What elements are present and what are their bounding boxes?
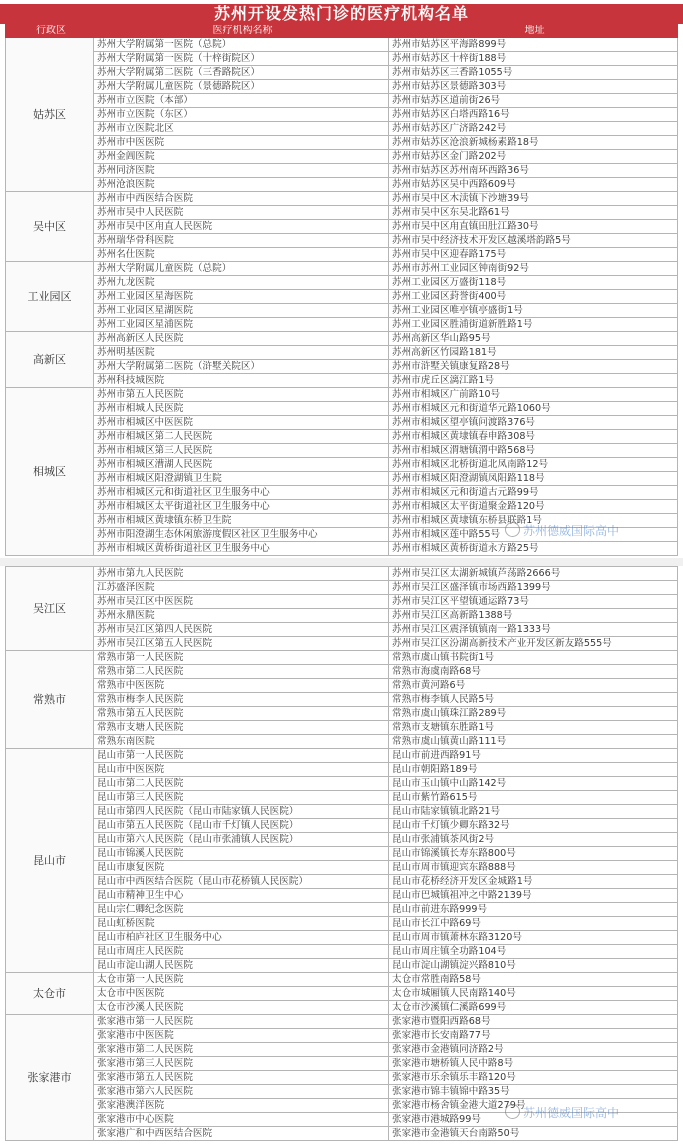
table-row (6, 178, 678, 192)
hospital-name-cell: 常熟市第五人民医院 (94, 707, 389, 721)
table-row (6, 581, 678, 595)
district-cell: 吴中区 (6, 192, 94, 262)
address-cell: 昆山市陆家镇镇北路21号 (389, 805, 678, 819)
table-row (6, 735, 678, 749)
hospital-name-cell: 苏州市吴中区甪直人民医院 (94, 220, 389, 234)
hospital-name-cell: 常熟市梅李人民医院 (94, 693, 389, 707)
table-row (6, 819, 678, 833)
address-cell: 苏州市姑苏区广济路242号 (389, 122, 678, 136)
hospital-name-cell: 张家港市中医医院 (94, 1029, 389, 1043)
address-cell: 苏州市姑苏区金门路202号 (389, 150, 678, 164)
address-cell: 苏州市姑苏区吴中西路609号 (389, 178, 678, 192)
address-cell: 昆山市锦溪镇长寿东路800号 (389, 847, 678, 861)
table-row (6, 318, 678, 332)
hospital-name-cell: 苏州市相城区太平街道社区卫生服务中心 (94, 500, 389, 514)
hospital-name-cell: 昆山市第二人民医院 (94, 777, 389, 791)
hospital-name-cell: 苏州市立医院（东区） (94, 108, 389, 122)
table-row (6, 595, 678, 609)
address-cell: 昆山市淀山湖镇淀兴路810号 (389, 959, 678, 973)
header-hospital-name: 医疗机构名称 (94, 25, 389, 38)
table-row (6, 1015, 678, 1029)
table-body-part-2 (6, 567, 678, 1141)
address-cell: 苏州市姑苏区三香路1055号 (389, 66, 678, 80)
address-cell: 苏州市相城区阳澄湖镇凤阳路118号 (389, 472, 678, 486)
table-row (6, 402, 678, 416)
hospital-name-cell: 苏州市相城区黄埭镇东桥卫生院 (94, 514, 389, 528)
address-cell: 昆山市周市镇萧林东路3120号 (389, 931, 678, 945)
table-row (6, 220, 678, 234)
table-row (6, 609, 678, 623)
header-address: 地址 (389, 25, 678, 38)
table-row (6, 749, 678, 763)
hospital-name-cell: 昆山市中西医结合医院（昆山市花桥镇人民医院） (94, 875, 389, 889)
hospital-name-cell: 苏州永鼎医院 (94, 609, 389, 623)
table-row (6, 917, 678, 931)
address-cell: 苏州市姑苏区十梓街188号 (389, 52, 678, 66)
hospital-name-cell: 苏州市中西医结合医院 (94, 192, 389, 206)
table-row (6, 931, 678, 945)
address-cell: 昆山市朝阳路189号 (389, 763, 678, 777)
table-row (6, 1085, 678, 1099)
table-row (6, 903, 678, 917)
hospital-name-cell: 苏州市吴中人民医院 (94, 206, 389, 220)
table-row (6, 80, 678, 94)
hospital-name-cell: 苏州市阳澄湖生态休闲旅游度假区社区卫生服务中心 (94, 528, 389, 542)
address-cell: 昆山市紫竹路615号 (389, 791, 678, 805)
address-cell: 苏州市姑苏区平海路899号 (389, 38, 678, 52)
list-sheet-part-1 (0, 4, 683, 556)
hospital-name-cell: 苏州市第九人民医院 (94, 567, 389, 581)
hospital-name-cell: 苏州工业园区星湖医院 (94, 304, 389, 318)
hospital-name-cell: 昆山市第四人民医院（昆山市陆家镇人民医院） (94, 805, 389, 819)
table-row (6, 374, 678, 388)
table-row (6, 791, 678, 805)
hospital-name-cell: 昆山市锦溪人民医院 (94, 847, 389, 861)
hospital-name-cell: 昆山市康复医院 (94, 861, 389, 875)
table-body-part-1 (6, 38, 678, 556)
hospital-name-cell: 苏州名仕医院 (94, 248, 389, 262)
table-row (6, 234, 678, 248)
address-cell: 常熟市虞山镇书院街1号 (389, 651, 678, 665)
address-cell: 常熟市梅李镇人民路5号 (389, 693, 678, 707)
hospital-name-cell: 苏州同济医院 (94, 164, 389, 178)
hospital-name-cell: 苏州金阊医院 (94, 150, 389, 164)
address-cell: 常熟市海虞南路68号 (389, 665, 678, 679)
address-cell: 张家港市金港镇同济路2号 (389, 1043, 678, 1057)
address-cell: 苏州市吴中经济技术开发区越溪塔韵路5号 (389, 234, 678, 248)
table-row (6, 262, 678, 276)
table-row (6, 192, 678, 206)
hospital-name-cell: 昆山市柏庐社区卫生服务中心 (94, 931, 389, 945)
address-cell: 张家港市杨舍镇金港大道279号 (389, 1099, 678, 1113)
address-cell: 苏州市浒墅关镇康复路28号 (389, 360, 678, 374)
address-cell: 苏州工业园区胜浦街道新胜路1号 (389, 318, 678, 332)
table-row (6, 945, 678, 959)
table-row (6, 1127, 678, 1141)
address-cell: 苏州市吴江区震泽镇镇南一路1333号 (389, 623, 678, 637)
district-cell: 吴江区 (6, 567, 94, 651)
address-cell: 太仓市常胜南路58号 (389, 973, 678, 987)
wechat-icon (505, 522, 520, 537)
hospital-name-cell: 苏州市相城区黄桥街道社区卫生服务中心 (94, 542, 389, 556)
table-row (6, 360, 678, 374)
table-row (6, 973, 678, 987)
page-title: 苏州开设发热门诊的医疗机构名单 (0, 4, 683, 24)
address-cell: 苏州市相城区黄埭镇春申路308号 (389, 430, 678, 444)
hospital-name-cell: 常熟市第二人民医院 (94, 665, 389, 679)
table-row (6, 458, 678, 472)
hospital-name-cell: 苏州市中医医院 (94, 136, 389, 150)
address-cell: 昆山市巴城镇祖冲之中路2139号 (389, 889, 678, 903)
address-cell: 苏州市相城区莲中路55号 (389, 528, 678, 542)
watermark-1 (505, 522, 619, 539)
hospital-name-cell: 苏州市吴江区第五人民医院 (94, 637, 389, 651)
hospital-name-cell: 昆山市精神卫生中心 (94, 889, 389, 903)
district-cell: 张家港市 (6, 1015, 94, 1141)
table-row (6, 52, 678, 66)
hospital-name-cell: 常熟市支塘人民医院 (94, 721, 389, 735)
address-cell: 昆山市周市镇迎宾东路888号 (389, 861, 678, 875)
hospital-name-cell: 苏州工业园区星浦医院 (94, 318, 389, 332)
watermark-text: 苏州德威国际高中 (523, 524, 620, 538)
address-cell: 太仓市城厢镇人民南路140号 (389, 987, 678, 1001)
hospital-name-cell: 苏州市相城区第二人民医院 (94, 430, 389, 444)
hospital-name-cell: 昆山虹桥医院 (94, 917, 389, 931)
hospital-name-cell: 苏州科技城医院 (94, 374, 389, 388)
hospital-name-cell: 昆山市中医医院 (94, 763, 389, 777)
hospital-name-cell: 张家港市第二人民医院 (94, 1043, 389, 1057)
hospital-name-cell: 太仓市中医医院 (94, 987, 389, 1001)
hospital-table-part-2 (5, 566, 678, 1141)
table-row (6, 500, 678, 514)
table-row (6, 472, 678, 486)
table-row (6, 651, 678, 665)
address-cell: 昆山市前进东路999号 (389, 903, 678, 917)
table-row (6, 777, 678, 791)
address-cell: 苏州市吴中区迎春路175号 (389, 248, 678, 262)
district-cell: 工业园区 (6, 262, 94, 332)
address-cell: 昆山市玉山镇中山路142号 (389, 777, 678, 791)
table-row (6, 542, 678, 556)
table-row (6, 38, 678, 52)
address-cell: 苏州市相城区元和街道华元路1060号 (389, 402, 678, 416)
hospital-name-cell: 苏州大学附属第一医院（总院） (94, 38, 389, 52)
hospital-name-cell: 苏州市吴江区第四人民医院 (94, 623, 389, 637)
table-row (6, 290, 678, 304)
address-cell: 苏州市相城区元和街道古元路99号 (389, 486, 678, 500)
hospital-name-cell: 江苏盛泽医院 (94, 581, 389, 595)
address-cell: 苏州高新区华山路95号 (389, 332, 678, 346)
address-cell: 苏州市吴江区汾湖高新技术产业开发区新友路555号 (389, 637, 678, 651)
address-cell: 昆山市张浦镇茶风街2号 (389, 833, 678, 847)
table-row (6, 1043, 678, 1057)
watermark-text: 苏州德威国际高中 (523, 1106, 620, 1120)
address-cell: 常熟市黄河路6号 (389, 679, 678, 693)
table-row (6, 248, 678, 262)
table-row (6, 665, 678, 679)
table-header-row (6, 25, 678, 38)
table-row (6, 346, 678, 360)
address-cell: 昆山市千灯镇少卿东路32号 (389, 819, 678, 833)
hospital-name-cell: 苏州明基医院 (94, 346, 389, 360)
table-row (6, 108, 678, 122)
address-cell: 昆山市前进西路91号 (389, 749, 678, 763)
table-row (6, 987, 678, 1001)
address-cell: 苏州市吴中区木渎镇下沙塘39号 (389, 192, 678, 206)
hospital-name-cell: 苏州市相城区漕湖人民医院 (94, 458, 389, 472)
table-row (6, 637, 678, 651)
table-row (6, 416, 678, 430)
table-row (6, 430, 678, 444)
address-cell: 张家港市塘桥镇人民中路8号 (389, 1057, 678, 1071)
table-row (6, 959, 678, 973)
address-cell: 苏州市虎丘区漓江路1号 (389, 374, 678, 388)
district-cell: 太仓市 (6, 973, 94, 1015)
table-row (6, 164, 678, 178)
hospital-name-cell: 苏州九龙医院 (94, 276, 389, 290)
address-cell: 苏州市相城区黄桥街道永方路25号 (389, 542, 678, 556)
address-cell: 苏州市相城区北桥街道北凤南路12号 (389, 458, 678, 472)
table-row (6, 304, 678, 318)
address-cell: 太仓市沙溪镇仁溪路699号 (389, 1001, 678, 1015)
table-row (6, 833, 678, 847)
table-row (6, 94, 678, 108)
table-row (6, 136, 678, 150)
hospital-name-cell: 太仓市第一人民医院 (94, 973, 389, 987)
address-cell: 苏州市苏州工业园区钟南街92号 (389, 262, 678, 276)
table-row (6, 388, 678, 402)
table-row (6, 861, 678, 875)
hospital-name-cell: 张家港市第六人民医院 (94, 1085, 389, 1099)
district-cell: 常熟市 (6, 651, 94, 749)
hospital-name-cell: 太仓市沙溪人民医院 (94, 1001, 389, 1015)
table-row (6, 693, 678, 707)
hospital-name-cell: 苏州市吴江区中医医院 (94, 595, 389, 609)
hospital-name-cell: 苏州市立医院（本部） (94, 94, 389, 108)
address-cell: 苏州市姑苏区苏州南环西路36号 (389, 164, 678, 178)
watermark-2 (505, 1104, 619, 1121)
address-cell: 苏州市吴中区甪直镇田肚江路30号 (389, 220, 678, 234)
table-row (6, 486, 678, 500)
address-cell: 苏州市姑苏区沧浪新城杨素路18号 (389, 136, 678, 150)
table-row (6, 707, 678, 721)
table-row (6, 276, 678, 290)
wechat-icon (505, 1104, 520, 1119)
table-row (6, 122, 678, 136)
address-cell: 昆山市周庄镇全功路104号 (389, 945, 678, 959)
hospital-name-cell: 常熟东南医院 (94, 735, 389, 749)
address-cell: 张家港市长安南路77号 (389, 1029, 678, 1043)
table-row (6, 1071, 678, 1085)
hospital-name-cell: 张家港市中心医院 (94, 1113, 389, 1127)
table-row (6, 875, 678, 889)
hospital-name-cell: 张家港市第一人民医院 (94, 1015, 389, 1029)
district-cell: 高新区 (6, 332, 94, 388)
address-cell: 苏州高新区竹园路181号 (389, 346, 678, 360)
table-row (6, 1029, 678, 1043)
hospital-name-cell: 昆山市第五人民医院（昆山市千灯镇人民医院） (94, 819, 389, 833)
hospital-name-cell: 张家港澳洋医院 (94, 1099, 389, 1113)
hospital-name-cell: 昆山市淀山湖人民医院 (94, 959, 389, 973)
hospital-table-part-1 (5, 24, 678, 556)
hospital-name-cell: 苏州市相城区第三人民医院 (94, 444, 389, 458)
hospital-name-cell: 苏州市相城区元和街道社区卫生服务中心 (94, 486, 389, 500)
hospital-name-cell: 常熟市中医医院 (94, 679, 389, 693)
table-row (6, 805, 678, 819)
address-cell: 常熟市虞山镇黄山路111号 (389, 735, 678, 749)
address-cell: 苏州市吴江区高新路1388号 (389, 609, 678, 623)
hospital-name-cell: 苏州市相城人民医院 (94, 402, 389, 416)
hospital-name-cell: 苏州市立医院北区 (94, 122, 389, 136)
table-row (6, 623, 678, 637)
table-row (6, 332, 678, 346)
hospital-name-cell: 苏州高新区人民医院 (94, 332, 389, 346)
address-cell: 苏州工业园区万盛街118号 (389, 276, 678, 290)
hospital-name-cell: 苏州市相城区中医医院 (94, 416, 389, 430)
address-cell: 苏州市相城区广前路10号 (389, 388, 678, 402)
table-row (6, 763, 678, 777)
hospital-name-cell: 苏州市相城区阳澄湖镇卫生院 (94, 472, 389, 486)
table-row (6, 150, 678, 164)
address-cell: 常熟市虞山镇珠江路289号 (389, 707, 678, 721)
table-row (6, 847, 678, 861)
hospital-name-cell: 张家港市第三人民医院 (94, 1057, 389, 1071)
hospital-name-cell: 昆山市第一人民医院 (94, 749, 389, 763)
table-row (6, 679, 678, 693)
address-cell: 苏州市姑苏区白塔西路16号 (389, 108, 678, 122)
hospital-name-cell: 昆山市第六人民医院（昆山市张浦镇人民医院） (94, 833, 389, 847)
hospital-name-cell: 苏州大学附属儿童医院（总院） (94, 262, 389, 276)
address-cell: 常熟市支塘镇东胜路1号 (389, 721, 678, 735)
header-district: 行政区 (6, 25, 94, 38)
address-cell: 苏州市相城区太平街道聚金路120号 (389, 500, 678, 514)
district-cell: 姑苏区 (6, 38, 94, 192)
address-cell: 昆山市花桥经济开发区金城路1号 (389, 875, 678, 889)
address-cell: 苏州市相城区黄埭镇东桥县联路1号 (389, 514, 678, 528)
hospital-name-cell: 昆山宗仁卿纪念医院 (94, 903, 389, 917)
address-cell: 张家港市金港镇天台南路50号 (389, 1127, 678, 1141)
hospital-name-cell: 张家港广和中西医结合医院 (94, 1127, 389, 1141)
district-cell: 相城区 (6, 388, 94, 556)
district-cell: 昆山市 (6, 749, 94, 973)
hospital-name-cell: 张家港市第五人民医院 (94, 1071, 389, 1085)
address-cell: 苏州市吴江区太湖新城镇芦荡路2666号 (389, 567, 678, 581)
address-cell: 苏州市相城区望亭镇问渡路376号 (389, 416, 678, 430)
address-cell: 苏州市吴中区东吴北路61号 (389, 206, 678, 220)
table-row (6, 206, 678, 220)
section-gap (0, 558, 683, 566)
hospital-name-cell: 昆山市第三人民医院 (94, 791, 389, 805)
hospital-name-cell: 苏州大学附属儿童医院（景德路院区） (94, 80, 389, 94)
address-cell: 苏州工业园区唯亭镇亭盛街1号 (389, 304, 678, 318)
table-row (6, 567, 678, 581)
table-row (6, 1057, 678, 1071)
address-cell: 张家港市乐余镇乐丰路120号 (389, 1071, 678, 1085)
hospital-name-cell: 苏州大学附属第二医院（浒墅关院区） (94, 360, 389, 374)
table-row (6, 66, 678, 80)
address-cell: 昆山市长江中路69号 (389, 917, 678, 931)
address-cell: 张家港市暨阳西路68号 (389, 1015, 678, 1029)
table-row (6, 444, 678, 458)
hospital-name-cell: 常熟市第一人民医院 (94, 651, 389, 665)
hospital-name-cell: 苏州市第五人民医院 (94, 388, 389, 402)
address-cell: 张家港市港城路99号 (389, 1113, 678, 1127)
hospital-name-cell: 苏州大学附属第一医院（十梓街院区） (94, 52, 389, 66)
list-sheet-part-2 (0, 566, 683, 1141)
address-cell: 苏州工业园区葑誉街400号 (389, 290, 678, 304)
table-row (6, 1001, 678, 1015)
address-cell: 苏州市姑苏区道前街26号 (389, 94, 678, 108)
address-cell: 苏州市姑苏区景德路303号 (389, 80, 678, 94)
hospital-name-cell: 苏州瑞华骨科医院 (94, 234, 389, 248)
address-cell: 张家港市锦丰镇锦中路35号 (389, 1085, 678, 1099)
address-cell: 苏州市吴江区盛泽镇市场西路1399号 (389, 581, 678, 595)
hospital-name-cell: 苏州沧浪医院 (94, 178, 389, 192)
table-row (6, 721, 678, 735)
hospital-name-cell: 苏州大学附属第二医院（三香路院区） (94, 66, 389, 80)
address-cell: 苏州市吴江区平望镇通运路73号 (389, 595, 678, 609)
hospital-name-cell: 昆山市周庄人民医院 (94, 945, 389, 959)
hospital-name-cell: 苏州工业园区星海医院 (94, 290, 389, 304)
table-row (6, 889, 678, 903)
address-cell: 苏州市相城区渭塘镇渭中路568号 (389, 444, 678, 458)
